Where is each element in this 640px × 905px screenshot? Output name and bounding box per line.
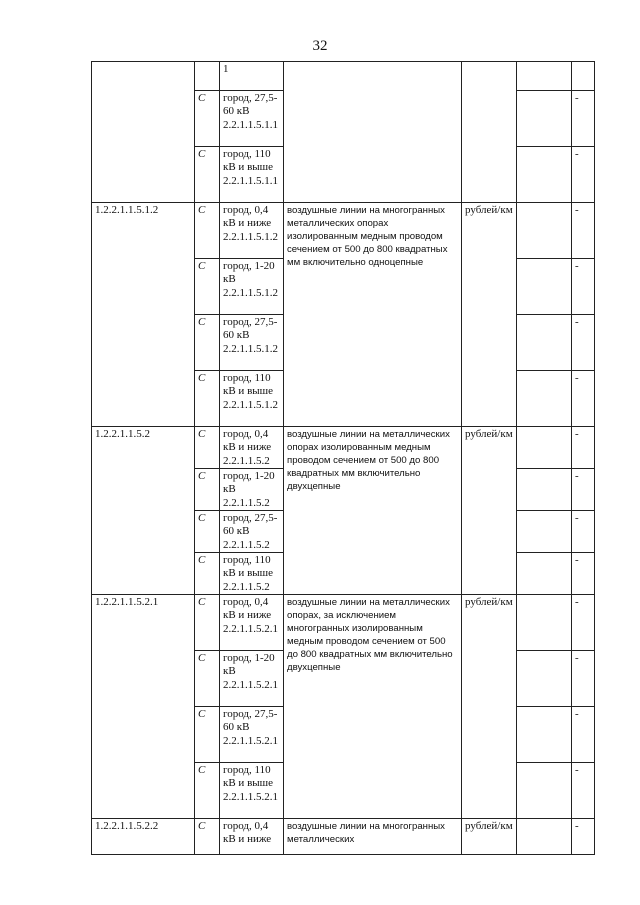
item-code-cell: 1.2.2.1.1.5.2.2 — [92, 819, 195, 855]
empty-cell — [517, 651, 572, 707]
table-row — [92, 819, 595, 855]
page-number: 32 — [312, 38, 328, 54]
region-voltage-cell: город, 27,5-60 кВ 2.2.1.1.5.1.1 — [220, 91, 284, 147]
region-voltage-cell: город, 110 кВ и выше 2.2.1.1.5.1.2 — [220, 371, 284, 427]
empty-cell — [517, 62, 572, 91]
empty-cell — [517, 427, 572, 469]
tariff-table — [91, 61, 595, 855]
value-cell: - — [572, 511, 595, 553]
value-cell — [572, 62, 595, 91]
region-voltage-cell: город, 0,4 кВ и ниже 2.2.1.1.5.2.1 — [220, 595, 284, 651]
item-code-cell: 1.2.2.1.1.5.1.2 — [92, 203, 195, 427]
table-row — [92, 427, 595, 469]
category-cell: С — [195, 707, 220, 763]
category-cell: С — [195, 91, 220, 147]
region-voltage-cell: город, 110 кВ и выше 2.2.1.1.5.1.1 — [220, 147, 284, 203]
table-row — [92, 62, 595, 91]
empty-cell — [517, 763, 572, 819]
unit-cell: рублей/км — [462, 595, 517, 819]
empty-cell — [517, 469, 572, 511]
value-cell: - — [572, 819, 595, 855]
region-voltage-cell: город, 110 кВ и выше 2.2.1.1.5.2 — [220, 553, 284, 595]
category-cell: С — [195, 371, 220, 427]
empty-cell — [517, 819, 572, 855]
unit-cell: рублей/км — [462, 427, 517, 595]
region-voltage-cell: город, 1-20 кВ 2.2.1.1.5.2.1 — [220, 651, 284, 707]
category-cell — [195, 62, 220, 91]
category-cell: С — [195, 511, 220, 553]
tariff-table-body — [92, 62, 595, 855]
empty-cell — [517, 147, 572, 203]
unit-cell — [462, 62, 517, 203]
region-voltage-cell: город, 27,5-60 кВ 2.2.1.1.5.2.1 — [220, 707, 284, 763]
category-cell: С — [195, 819, 220, 855]
value-cell: - — [572, 147, 595, 203]
category-cell: С — [195, 651, 220, 707]
region-voltage-cell: город, 27,5-60 кВ 2.2.1.1.5.2 — [220, 511, 284, 553]
item-code-cell — [92, 62, 195, 203]
empty-cell — [517, 259, 572, 315]
region-voltage-cell: город, 1-20 кВ 2.2.1.1.5.2 — [220, 469, 284, 511]
empty-cell — [517, 595, 572, 651]
value-cell: - — [572, 707, 595, 763]
category-cell: С — [195, 595, 220, 651]
value-cell: - — [572, 651, 595, 707]
region-voltage-cell: город, 110 кВ и выше 2.2.1.1.5.2.1 — [220, 763, 284, 819]
unit-cell: рублей/км — [462, 203, 517, 427]
value-cell: - — [572, 203, 595, 259]
category-cell: С — [195, 469, 220, 511]
item-code-cell: 1.2.2.1.1.5.2.1 — [92, 595, 195, 819]
empty-cell — [517, 315, 572, 371]
region-voltage-cell: город, 0,4 кВ и ниже 2.2.1.1.5.1.2 — [220, 203, 284, 259]
value-cell: - — [572, 763, 595, 819]
description-cell: воздушные линии на многогранных металлических опорах изолированным медным проводом сечением от 500 до 800 квадратных мм включительно одноцепные — [284, 203, 462, 427]
empty-cell — [517, 91, 572, 147]
value-cell: - — [572, 259, 595, 315]
unit-cell: рублей/км — [462, 819, 517, 855]
description-cell: воздушные линии на многогранных металлических — [284, 819, 462, 855]
value-cell: - — [572, 469, 595, 511]
category-cell: С — [195, 147, 220, 203]
category-cell: С — [195, 763, 220, 819]
description-cell: воздушные линии на металлических опорах изолированным медным проводом сечением от 500 до 800 квадратных мм включительно двухцепные — [284, 427, 462, 595]
empty-cell — [517, 707, 572, 763]
region-voltage-cell: 1 — [220, 62, 284, 91]
value-cell: - — [572, 91, 595, 147]
description-cell: воздушные линии на металлических опорах, за исключением многогранных изолированным медным проводом сечением от 500 до 800 квадратных мм включительно двухцепные — [284, 595, 462, 819]
region-voltage-cell: город, 0,4 кВ и ниже 2.2.1.1.5.2 — [220, 427, 284, 469]
value-cell: - — [572, 553, 595, 595]
category-cell: С — [195, 315, 220, 371]
description-cell — [284, 62, 462, 203]
table-row — [92, 203, 595, 259]
category-cell: С — [195, 553, 220, 595]
value-cell: - — [572, 427, 595, 469]
category-cell: С — [195, 259, 220, 315]
table-row — [92, 595, 595, 651]
category-cell: С — [195, 427, 220, 469]
empty-cell — [517, 203, 572, 259]
empty-cell — [517, 371, 572, 427]
region-voltage-cell: город, 27,5-60 кВ 2.2.1.1.5.1.2 — [220, 315, 284, 371]
item-code-cell: 1.2.2.1.1.5.2 — [92, 427, 195, 595]
value-cell: - — [572, 371, 595, 427]
region-voltage-cell: город, 1-20 кВ 2.2.1.1.5.1.2 — [220, 259, 284, 315]
category-cell: С — [195, 203, 220, 259]
empty-cell — [517, 553, 572, 595]
value-cell: - — [572, 595, 595, 651]
region-voltage-cell: город, 0,4 кВ и ниже — [220, 819, 284, 855]
value-cell: - — [572, 315, 595, 371]
empty-cell — [517, 511, 572, 553]
